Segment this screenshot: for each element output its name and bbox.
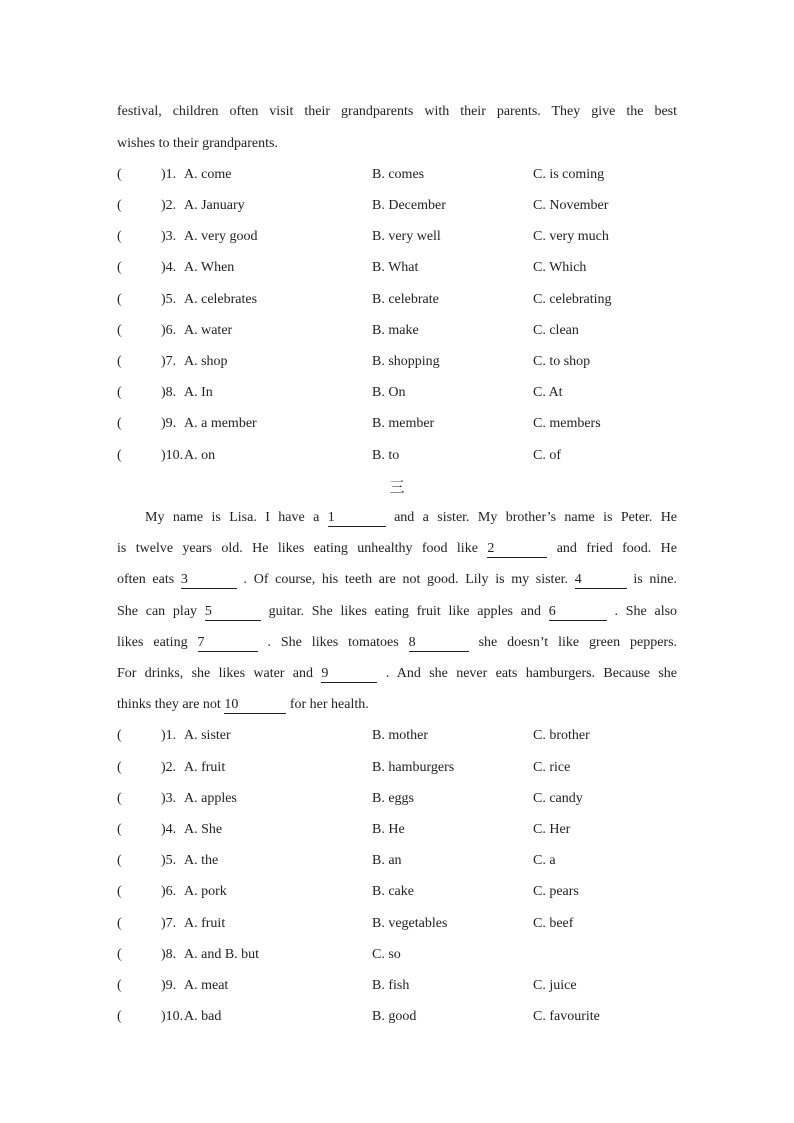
- question-row: [117, 196, 697, 216]
- blank-5[interactable]: 5: [205, 604, 261, 621]
- option-a: A. fruit: [184, 916, 226, 931]
- answer-paren[interactable]: (: [117, 323, 122, 338]
- option-a: A. the: [184, 853, 219, 868]
- question-row: [117, 1007, 697, 1027]
- question-number: )4.: [161, 260, 177, 275]
- question-number: )9.: [161, 978, 177, 993]
- question-row: [117, 976, 697, 996]
- option-a: A. a member: [184, 416, 257, 431]
- question-number: )6.: [161, 884, 177, 899]
- passage3-line: My name is Lisa. I have a 1 and a sister. My brother’s name is Peter. He: [145, 510, 678, 525]
- option-c: C. Her: [533, 822, 571, 837]
- question-row: [117, 290, 697, 310]
- option-b: B. He: [372, 822, 405, 837]
- answer-paren[interactable]: (: [117, 198, 122, 213]
- question-number: )7.: [161, 916, 177, 931]
- question-number: )6.: [161, 323, 177, 338]
- option-c: C. juice: [533, 978, 577, 993]
- answer-paren[interactable]: (: [117, 884, 122, 899]
- question-number: )2.: [161, 198, 177, 213]
- question-number: )9.: [161, 416, 177, 431]
- question-row: [117, 352, 697, 372]
- option-b: B. On: [372, 385, 406, 400]
- option-c: C. At: [533, 385, 563, 400]
- option-c: C. celebrating: [533, 292, 612, 307]
- question-row: [117, 758, 697, 778]
- question-row: [117, 383, 697, 403]
- question-row: [117, 945, 697, 965]
- option-b: B. fish: [372, 978, 410, 993]
- question-row: [117, 446, 697, 466]
- question-row: [117, 726, 697, 746]
- option-c: C. favourite: [533, 1009, 600, 1024]
- question-number: )8.: [161, 385, 177, 400]
- question-row: [117, 165, 697, 185]
- question-number: )3.: [161, 791, 177, 806]
- blank-9[interactable]: 9: [321, 666, 377, 683]
- answer-paren[interactable]: (: [117, 260, 122, 275]
- option-b: C. so: [372, 947, 401, 962]
- option-a: A. sister: [184, 728, 231, 743]
- passage3-line: She can play 5 guitar. She likes eating fruit like apples and 6 . She also: [117, 603, 678, 619]
- option-a: A. fruit: [184, 760, 226, 775]
- option-b: B. very well: [372, 229, 441, 244]
- option-b: B. make: [372, 323, 419, 338]
- option-a: A. water: [184, 323, 233, 338]
- answer-paren[interactable]: (: [117, 916, 122, 931]
- passage3-line: likes eating 7 . She likes tomatoes 8 she doesn’t like green peppers.: [117, 634, 678, 650]
- option-c: C. very much: [533, 229, 609, 244]
- blank-10[interactable]: 10: [224, 697, 286, 714]
- option-a: A. very good: [184, 229, 258, 244]
- passage3-line: is twelve years old. He likes eating unhealthy food like 2 and fried food. He: [117, 541, 677, 557]
- option-a: A. When: [184, 260, 235, 275]
- answer-paren[interactable]: (: [117, 385, 122, 400]
- answer-paren[interactable]: (: [117, 728, 122, 743]
- option-a: A. shop: [184, 354, 228, 369]
- question-row: [117, 321, 697, 341]
- answer-paren[interactable]: (: [117, 167, 122, 182]
- option-b: B. hamburgers: [372, 760, 455, 775]
- option-a: A. apples: [184, 791, 237, 806]
- question-row: [117, 914, 697, 934]
- passage2-line1: festival, children often visit their grandparents with their parents. They give the best: [117, 104, 677, 119]
- blank-2[interactable]: 2: [487, 541, 547, 558]
- question-number: )3.: [161, 229, 177, 244]
- question-row: [117, 882, 697, 902]
- option-a: A. pork: [184, 884, 227, 899]
- option-c: C. candy: [533, 791, 583, 806]
- option-a: A. January: [184, 198, 245, 213]
- option-c: C. pears: [533, 884, 579, 899]
- answer-paren[interactable]: (: [117, 292, 122, 307]
- option-c: C. members: [533, 416, 601, 431]
- question-row: [117, 789, 697, 809]
- answer-paren[interactable]: (: [117, 1009, 122, 1024]
- question-number: )1.: [161, 167, 177, 182]
- option-b: B. shopping: [372, 354, 440, 369]
- answer-paren[interactable]: (: [117, 947, 122, 962]
- question-number: )8.: [161, 947, 177, 962]
- option-a: A. come: [184, 167, 232, 182]
- answer-paren[interactable]: (: [117, 822, 122, 837]
- passage3-line: often eats 3 . Of course, his teeth are not good. Lily is my sister. 4 is nine.: [117, 572, 678, 588]
- option-a: A. on: [184, 448, 216, 463]
- answer-paren[interactable]: (: [117, 853, 122, 868]
- option-a: A. She: [184, 822, 223, 837]
- question-number: )2.: [161, 760, 177, 775]
- option-a: A. celebrates: [184, 292, 258, 307]
- passage3: [117, 508, 677, 726]
- answer-paren[interactable]: (: [117, 760, 122, 775]
- question-number: )10.: [161, 448, 184, 463]
- option-b: B. mother: [372, 728, 428, 743]
- answer-paren[interactable]: (: [117, 448, 122, 463]
- question-number: )7.: [161, 354, 177, 369]
- option-a: A. and B. but: [184, 947, 260, 962]
- question-number: )1.: [161, 728, 177, 743]
- blank-1[interactable]: 1: [328, 510, 386, 527]
- question-row: [117, 414, 697, 434]
- option-c: C. beef: [533, 916, 574, 931]
- option-a: A. meat: [184, 978, 229, 993]
- option-b: B. cake: [372, 884, 414, 899]
- question-row: [117, 851, 697, 871]
- question-number: )10.: [161, 1009, 184, 1024]
- option-c: C. November: [533, 198, 609, 213]
- option-b: B. comes: [372, 167, 425, 182]
- option-b: B. to: [372, 448, 400, 463]
- option-c: C. brother: [533, 728, 590, 743]
- blank-3[interactable]: 3: [181, 572, 237, 589]
- blank-4[interactable]: 4: [575, 572, 627, 589]
- answer-paren[interactable]: (: [117, 354, 122, 369]
- option-a: A. In: [184, 385, 213, 400]
- question-number: )4.: [161, 822, 177, 837]
- option-c: C. rice: [533, 760, 571, 775]
- blank-8[interactable]: 8: [409, 635, 469, 652]
- answer-paren[interactable]: (: [117, 978, 122, 993]
- option-b: B. celebrate: [372, 292, 439, 307]
- option-b: B. What: [372, 260, 419, 275]
- option-b: B. vegetables: [372, 916, 448, 931]
- section-title: 三: [389, 478, 405, 496]
- option-a: A. bad: [184, 1009, 222, 1024]
- option-c: C. of: [533, 448, 561, 463]
- option-c: C. Which: [533, 260, 587, 275]
- passage3-line: For drinks, she likes water and 9 . And she never eats hamburgers. Because she: [117, 665, 678, 681]
- passage2-line2: wishes to their grandparents.: [117, 136, 278, 151]
- question-row: [117, 227, 697, 247]
- option-c: C. clean: [533, 323, 579, 338]
- answer-paren[interactable]: (: [117, 791, 122, 806]
- option-c: C. to shop: [533, 354, 591, 369]
- answer-paren[interactable]: (: [117, 229, 122, 244]
- blank-6[interactable]: 6: [549, 604, 607, 621]
- answer-paren[interactable]: (: [117, 416, 122, 431]
- question-row: [117, 258, 697, 278]
- option-b: B. good: [372, 1009, 417, 1024]
- option-b: B. eggs: [372, 791, 414, 806]
- option-b: B. member: [372, 416, 435, 431]
- option-c: C. is coming: [533, 167, 605, 182]
- question-row: [117, 820, 697, 840]
- blank-7[interactable]: 7: [198, 635, 258, 652]
- passage3-line: thinks they are not 10 for her health.: [117, 697, 369, 713]
- option-c: C. a: [533, 853, 556, 868]
- option-b: B. December: [372, 198, 446, 213]
- question-number: )5.: [161, 853, 177, 868]
- option-b: B. an: [372, 853, 402, 868]
- question-number: )5.: [161, 292, 177, 307]
